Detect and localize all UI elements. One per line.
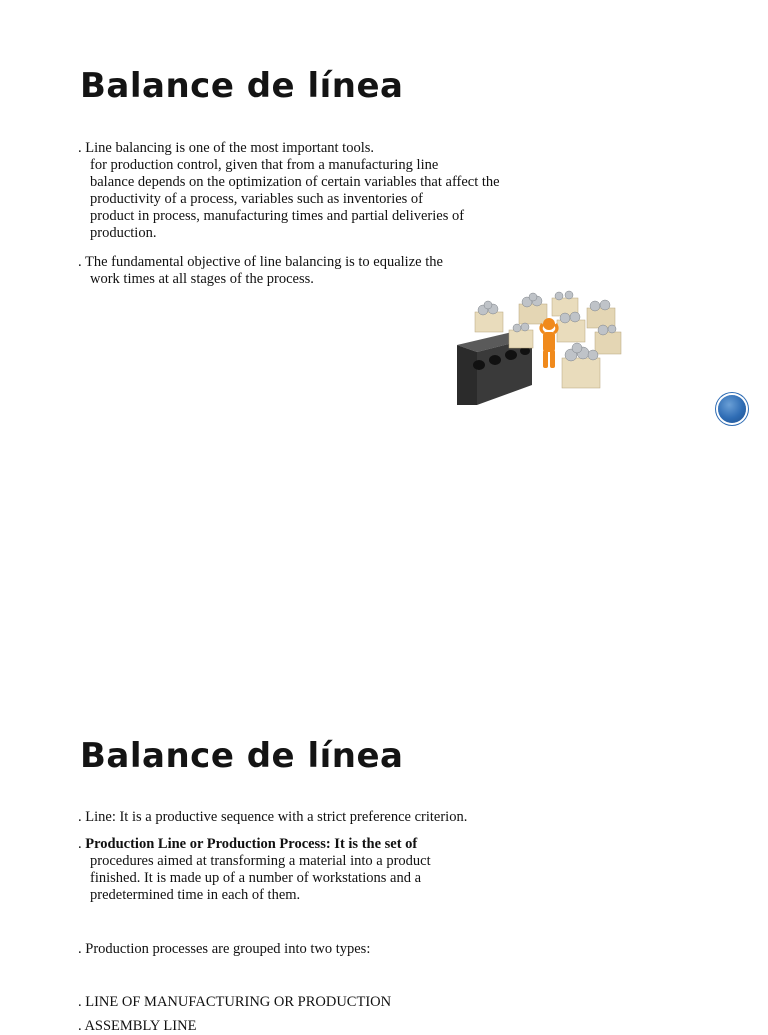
list-item-manufacturing-line: . LINE OF MANUFACTURING OR PRODUCTION	[78, 994, 392, 1010]
text-line: . The fundamental objective of line balancing is to equalize the	[78, 254, 443, 270]
text-line: for production control, given that from a manufacturing line	[90, 157, 439, 173]
paragraph-objective	[78, 254, 443, 288]
text-line: balance depends on the optimization of certain variables that affect the	[90, 174, 500, 190]
bullet: .	[78, 836, 82, 852]
worker-among-boxes-illustration	[457, 290, 632, 405]
paragraph-line-balancing	[78, 140, 500, 242]
slide-title: Balance de línea	[80, 66, 404, 106]
slide-2	[0, 700, 768, 1034]
text-line: predetermined time in each of them.	[90, 887, 301, 903]
paragraph-production-line	[78, 836, 431, 904]
text-line: production.	[90, 225, 157, 241]
paragraph-process-types: . Production processes are grouped into two types:	[78, 941, 371, 957]
list-item-assembly-line: . ASSEMBLY LINE	[78, 1018, 197, 1034]
text-line: finished. It is made up of a number of workstations and a	[90, 870, 422, 886]
paragraph-line-definition: . Line: It is a productive sequence with a strict preference criterion.	[78, 809, 468, 825]
text-line	[78, 836, 431, 853]
slide-nav-dot-icon[interactable]	[718, 395, 746, 423]
text-line: . Line balancing is one of the most important tools.	[78, 140, 374, 156]
slide-title: Balance de línea	[80, 736, 404, 776]
bold-lead: Production Line or Production Process: It is the set of	[85, 836, 418, 852]
text-line: procedures aimed at transforming a material into a product	[90, 853, 431, 869]
text-line: productivity of a process, variables such as inventories of	[90, 191, 424, 207]
text-line: work times at all stages of the process.	[90, 271, 314, 287]
text-line: product in process, manufacturing times and partial deliveries of	[90, 208, 465, 224]
